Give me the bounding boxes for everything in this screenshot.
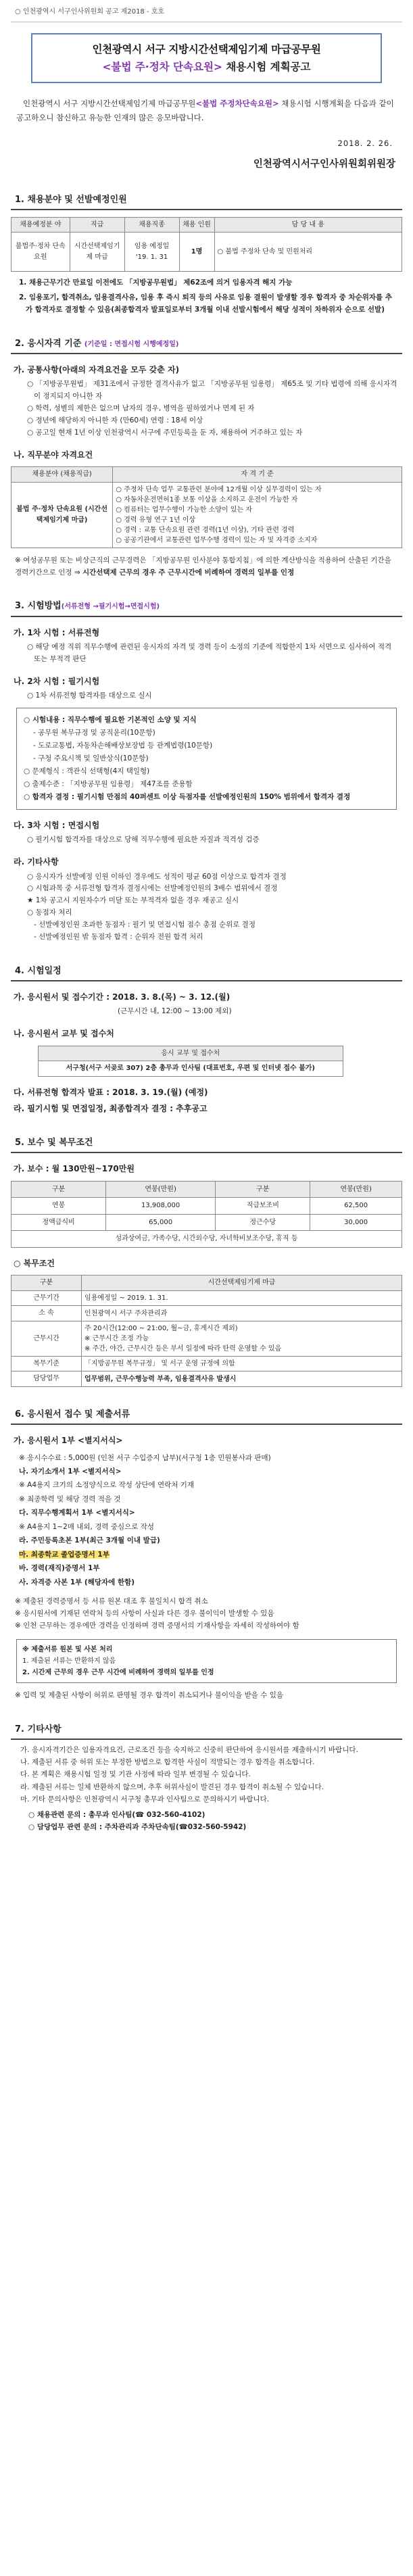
- note-bold: 시간선택제 근무의 경우 주 근무시간에 비례하여 경력의 일부를 인정: [82, 568, 295, 577]
- table-header: 연봉(만원): [310, 1181, 402, 1198]
- heading-text: 3. 시험방법: [15, 601, 62, 612]
- cell-line: '19. 1. 31: [135, 253, 168, 261]
- criteria-item: ○ 공공기관에서 교통관련 업무수행 경력이 있는 자 및 자격증 소지자: [116, 536, 318, 544]
- application-time: (근무시간 내, 12:00 ~ 13:00 제외): [118, 1007, 232, 1016]
- other-notes: [18, 1744, 398, 1834]
- table-cell: [124, 233, 179, 272]
- note-item: ※ 응시원서에 기재된 연락처 등의 사항이 사실과 다른 경우 불이익이 발생할 수 있음: [15, 1609, 274, 1618]
- label: 가. 보수 :: [14, 1164, 52, 1174]
- table-cell: 임용예정일 ~ 2019. 1. 31.: [82, 1290, 402, 1306]
- falsification-note: ※ 입력 및 제출된 사항이 허위로 판명될 경우 합격이 취소되거나 불이익을 받을 수 있음: [15, 1691, 284, 1699]
- table-header-row: [11, 217, 402, 233]
- doc-item: 라. 주민등록초본 1부(최근 3개월 이내 발급): [19, 1536, 160, 1545]
- doc-item: ※ 최종학력 및 해당 경력 적을 것: [19, 1494, 121, 1503]
- table-cell: 복무기준: [11, 1356, 82, 1371]
- table-header: 직급: [70, 217, 124, 233]
- subheading: 다. 3차 시험 : 면접시험: [14, 820, 100, 830]
- note-item: 2. 임용포기, 합격취소, 임용결격사유, 임용 후 즉시 퇴직 등의 사유로 임용 결원이 발생할 경우 합격자 중 차순위자를 추가 합격자로 결정할 수 있음(최종합격자 발표일로부터 3개월 이내 선발시험에서 해당 성적이 차하위자 순으로 선발): [19, 293, 392, 314]
- table-cell: 불법주·정차 단속요원: [11, 233, 70, 272]
- list-item: ○ 시험과목 중 서류전형 합격자 결정시에는 선발예정인원의 3배수 범위에서 결정: [27, 884, 278, 893]
- box-line: ○ 출제수준 : 「지방공무원 임용령」 제47조를 준용함: [24, 779, 193, 788]
- table-cell: 인천광역시 서구 주차관리과: [82, 1306, 402, 1321]
- table-cell: 담당업무: [11, 1371, 82, 1387]
- table-row: [11, 233, 402, 272]
- stage-1-desc: [16, 641, 398, 666]
- table-cell: ○ 불법 주정차 단속 및 민원처리: [214, 233, 402, 272]
- table-cell: 13,908,000: [106, 1198, 216, 1215]
- box-line: ○ 합격자 결정 : 필기시험 만점의 40퍼센트 이상 득점자를 선발예정인원의 150% 범위에서 합격자 결정: [24, 792, 351, 801]
- title-rest: 채용시험 계획공고: [222, 60, 311, 73]
- written-exam-box: [16, 708, 397, 809]
- doc-item: ※ 응시수수료 : 5,000원 (인천 서구 수입증지 납부)(서구청 1층 민원봉사과 판매): [19, 1453, 271, 1462]
- table-header: 담 당 내 용: [214, 217, 402, 233]
- document-result-date: [11, 1086, 402, 1099]
- table-header-row: [11, 467, 402, 483]
- table-header: 연봉(만원): [106, 1181, 216, 1198]
- table-header: 채용직종: [124, 217, 179, 233]
- table-header-row: [39, 1046, 343, 1061]
- title-line-1: 인천광역시 서구 지방시간선택제임기제 마급공무원: [92, 43, 321, 55]
- table-row: [11, 482, 402, 548]
- criteria-item: ○ 컴퓨터는 업무수행이 가능한 소양이 있는 자: [116, 506, 252, 514]
- table-header: 구분: [11, 1181, 106, 1198]
- announcement-number: ○ 인천광역시 서구인사위원회 공고 제2018 - 호호: [11, 4, 402, 22]
- intro-highlight: <불법 주정차단속요원>: [195, 98, 279, 108]
- table-header: 시간선택제임기제 마급: [82, 1275, 402, 1291]
- doc-item: 사. 자격증 사본 1부 (해당자에 한함): [19, 1578, 135, 1586]
- table-header: 구분: [216, 1181, 310, 1198]
- qualification-table: [11, 466, 402, 548]
- value: 월 130만원~170만원: [51, 1164, 135, 1174]
- box-line: - 구청 주요시책 및 일반상식(10문항): [33, 754, 149, 762]
- doc-item: 바. 경력(재직)증명서 1부: [19, 1564, 100, 1573]
- table-cell: 주 20시간(12:00 ~ 21:00, 월~금, 휴게시간 제외) ※ 근무시간 조정 가능 ※ 주간, 야간, 근무시간 등은 부서 일정에 따라 탄력 운영할 수 있음: [82, 1321, 402, 1356]
- table-cell: 1명: [179, 233, 214, 272]
- title-box: [31, 33, 382, 83]
- box-line: 2. 시간제 근무의 경우 근무 시간에 비례하여 경력의 일부를 인정: [22, 1668, 214, 1676]
- criteria-item: ○ 자동차운전면허1종 보통 이상을 소지하고 운전이 가능한 자: [116, 495, 298, 504]
- table-cell: 시간선택제임기제 마급: [70, 233, 124, 272]
- list-item: ○ 학력, 성별의 제한은 없으며 남자의 경우, 병역을 필하였거나 면제 된 자: [27, 404, 255, 413]
- subheading: 가. 응시원서 1부 <별지서식>: [14, 1435, 123, 1445]
- doc-item: ※ A4용지 크기의 소정양식으로 작성 상단에 연락처 기재: [19, 1481, 195, 1490]
- list-item: - 선발예정인원 밖 동점자 합격 : 순위자 전원 합격 처리: [34, 932, 203, 941]
- subheading: ○ 복무조건: [14, 1258, 55, 1268]
- contact-line: ○ 담당업무 관련 문의 : 주차관리과 주차단속팀(☎032-560-5942): [28, 1822, 247, 1831]
- announcement-date: 2018. 2. 26.: [337, 139, 393, 149]
- table-row: [11, 1214, 402, 1231]
- table-cell: 정근수당: [216, 1214, 310, 1231]
- list-item: ○ 해당 예정 직위 직무수행에 관련된 응시자의 자격 및 경력 등이 소정의 기준에 적합한지 1차 서면으로 심사하여 적격 또는 부적격 판단: [27, 643, 392, 663]
- work-conditions-table: [11, 1275, 402, 1387]
- pay-table: [11, 1181, 402, 1248]
- table-row: [11, 1321, 402, 1356]
- list-item: 마. 기타 문의사항은 인천광역시 서구청 총무과 인사팀으로 문의하시기 바랍니다.: [20, 1795, 270, 1804]
- box-line: - 도로교통법, 자동차손해배상보장법 등 관계법령(10문항): [33, 742, 213, 750]
- required-documents: [19, 1451, 402, 1590]
- box-line: ○ 시험내용 : 직무수행에 필요한 기본적인 소양 및 지식: [24, 716, 197, 725]
- table-cell: 불법 주·정차 단속요원 (시간선택제임기제 마급): [11, 482, 113, 548]
- list-item: ○ 필기시험 합격자를 대상으로 당해 직무수행에 필요한 자질과 적격성 검증: [27, 835, 260, 844]
- section-1-heading: 1. 채용분야 및 선발예정인원: [11, 191, 402, 210]
- table-cell: 직급보조비: [216, 1198, 310, 1215]
- table-cell: 성과상여금, 가족수당, 시간외수당, 자녀학비보조수당, 휴직 등: [11, 1231, 402, 1248]
- table-header: 채용예정분 야: [11, 217, 70, 233]
- section-6-heading: 6. 응시원서 접수 및 제출서류: [11, 1406, 402, 1425]
- table-cell: 소 속: [11, 1306, 82, 1321]
- subheading: 라. 기타사항: [14, 856, 59, 867]
- subheading: 가. 1차 시험 : 서류전형: [14, 627, 100, 637]
- box-title: ※ 제출서류 원본 및 사본 처리: [22, 1645, 113, 1653]
- table-header: 구분: [11, 1275, 82, 1291]
- section-1-notes: [16, 277, 398, 316]
- criteria-item: ○ 경력 유형 연구 1년 이상: [116, 516, 196, 524]
- list-item: 다. 본 계획은 채용시험 일정 및 기관 사정에 따라 일부 변경될 수 있습니다.: [20, 1770, 251, 1779]
- list-item: ○ 정년에 해당하지 아니한 자 (만60세) 연령 : 18세 이상: [27, 416, 203, 424]
- subheading: 나. 직무분야 자격요건: [14, 449, 93, 460]
- table-header: 자 격 기 준: [113, 467, 402, 483]
- doc-item: 나. 자기소개서 1부 <별지서식>: [19, 1467, 122, 1476]
- label: 가. 응시원서 및 접수기간 :: [14, 992, 113, 1002]
- label: 라. 필기시험 및 면접일정, 최종합격자 결정 :: [14, 1104, 176, 1114]
- doc-item-highlight: [19, 1548, 402, 1561]
- intro-text-2: 채용시험 시행계획을 다음과 같이 공고하오니 참신하고 유능한 인재의 많은 응모바랍니다.: [16, 98, 394, 123]
- document-handling-box: [16, 1639, 397, 1683]
- subheading: 나. 응시원서 교부 및 접수처: [14, 1029, 114, 1039]
- table-row: [11, 1198, 402, 1215]
- table-row: [11, 1371, 402, 1387]
- doc-item: 다. 직무수행계획서 1부 <별지서식>: [19, 1509, 135, 1517]
- highlight-text: 마. 최종학교 졸업증명서 1부: [19, 1550, 110, 1559]
- list-item: 나. 제출된 서류 중 허위 또는 부정한 방법으로 합격한 사실이 적발되는 경우 합격을 취소합니다.: [20, 1758, 315, 1767]
- criteria-item: ○ 주정차 단속 업무 교통관련 분야에 12개월 이상 실무경력이 있는 자: [116, 485, 322, 493]
- value: 2018. 3. 19.(월) (예정): [112, 1087, 208, 1097]
- table-row: [39, 1061, 343, 1077]
- contact-line: ○ 채용관련 문의 : 총무과 인사팀(☎ 032-560-4102): [28, 1810, 205, 1819]
- note-item: 1. 채용근무기간 만료일 이전에도 「지방공무원법」 제62조에 의거 임용자격 해지 가능: [19, 278, 293, 287]
- table-header-row: [11, 1181, 402, 1198]
- organization-name: 인천광역시서구인사위원회위원장: [253, 159, 395, 170]
- list-item: ★ 1차 공고시 지원자수가 미달 또는 부적격자 없을 경우 재공고 실시: [27, 896, 239, 905]
- subheading: 가. 공통사항(아래의 자격요건을 모두 갖춘 자): [14, 364, 180, 374]
- note-text: ※ 여성공무원 또는 비상근직의 근무경력은 「지방공무원 인사분야 통합지침」에 의한 계산방식을 적용하여 산출된 기간을 경력기간으로 인정 ⇒: [15, 556, 391, 577]
- doc-item: ※ A4용지 1~2매 내외, 경력 중심으로 작성: [19, 1522, 155, 1531]
- table-row: [11, 1306, 402, 1321]
- note-item: ※ 제출된 경력증명서 등 서류 원본 대조 후 불일치시 합격 취소: [15, 1597, 208, 1606]
- section-7-heading: 7. 기타사항: [11, 1721, 402, 1740]
- table-cell: 30,000: [310, 1214, 402, 1231]
- box-line: ○ 문제형식 : 객관식 선택형(4지 택일형): [24, 767, 150, 775]
- note-item: ※ 인천 근무하는 경우에만 경력을 인정하며 경력 증명서의 기재사항을 자세히 작성하여야 함: [15, 1621, 299, 1630]
- location-table: [38, 1046, 343, 1077]
- exam-schedule: [11, 1102, 402, 1115]
- list-item: 가. 응시자격기간은 임용자격요건, 근로조건 등을 숙지하고 신중히 판단하여 응시원서를 제출하시기 바랍니다.: [20, 1745, 358, 1754]
- table-cell: [113, 482, 402, 548]
- table-header: 채용 인원: [179, 217, 214, 233]
- table-cell: 근무기간: [11, 1290, 82, 1306]
- list-item: ○ 응시자가 선발예정 인원 이하인 경우에도 성적이 평균 60점 이상으로 합격자 결정: [27, 872, 287, 881]
- table-header: 채용분야 (채용직급): [11, 467, 113, 483]
- title-highlight: <불법 주·정차 단속요원>: [102, 60, 222, 73]
- section-3-heading: [11, 598, 402, 616]
- stage-3-desc: [16, 834, 398, 846]
- list-item: ○ 1차 서류전형 합격자를 대상으로 실시: [27, 691, 152, 700]
- stage-2-desc: [16, 690, 398, 702]
- table-cell: 62,500: [310, 1198, 402, 1215]
- list-item: ○ 「지방공무원법」 제31조에서 규정한 결격사유가 없고 「지방공무원 임용령」 제65조 및 기타 법령에 의해 응시자격이 정지되지 아니한 자: [27, 380, 397, 401]
- table-cell: 근무시간: [11, 1321, 82, 1356]
- box-line: - 공무원 복무규정 및 공직윤리(10문항): [33, 729, 155, 737]
- table-cell: 연봉: [11, 1198, 106, 1215]
- career-note: [15, 555, 398, 579]
- common-requirements: [16, 379, 398, 439]
- section-4-heading: 4. 시험일정: [11, 963, 402, 981]
- table-cell: 업무범위, 근무수행능력 부족, 임용결격사유 발생시: [82, 1371, 402, 1387]
- table-row: [11, 1356, 402, 1371]
- intro-paragraph: [16, 97, 397, 126]
- value: 추후공고: [176, 1104, 208, 1114]
- list-item: - 선발예정인원 초과한 동점자 : 필기 및 면접시험 점수 총점 순위로 결정: [34, 920, 256, 929]
- subheading: 나. 2차 시험 : 필기시험: [14, 676, 100, 686]
- criteria-item: ○ 경력 : 교통 단속요원 관련 경력(1년 이상), 기타 관련 경력: [116, 526, 295, 534]
- table-cell: 「지방공무원 복무규정」 및 서구 운영 규정에 의함: [82, 1356, 402, 1371]
- heading-note: (서류전형 →필기시험→면접시험): [61, 603, 160, 611]
- table-cell: 정액급식비: [11, 1214, 106, 1231]
- table-cell: 65,000: [106, 1214, 216, 1231]
- other-items: [16, 871, 398, 944]
- label: 다. 서류전형 합격자 발표 :: [14, 1087, 113, 1097]
- salary-range: [11, 1163, 402, 1175]
- document-notes: [15, 1596, 398, 1632]
- list-item: ○ 공고일 현재 1년 이상 인천광역시 서구에 주민등록을 둔 자, 채용하여 거주하고 있는 자: [27, 428, 303, 437]
- title-line-2: [38, 59, 375, 75]
- heading-text: 2. 응시자격 기준: [15, 338, 82, 349]
- table-cell: 서구청(서구 서곶로 307) 2층 총무과 인사팀 (대표번호, 우편 및 인터넷 접수 불가): [39, 1061, 343, 1077]
- intro-text-1: 인천광역시 서구 지방시간선택제임기제 마급공무원: [23, 98, 196, 108]
- table-header-row: [11, 1275, 402, 1291]
- table-row: [11, 1231, 402, 1248]
- section-2-heading: [11, 335, 402, 354]
- list-item: 라. 제출된 서류는 일체 반환하지 않으며, 추후 허위사실이 발견된 경우 합격이 취소될 수 있습니다.: [20, 1782, 324, 1791]
- table-row: [11, 1290, 402, 1306]
- table-header: 응시 교부 및 접수처: [39, 1046, 343, 1061]
- application-period: [11, 991, 402, 1004]
- heading-note: (기준일 : 면접시험 시행예정일): [84, 340, 179, 348]
- list-item: ○ 동점자 처리: [27, 908, 72, 917]
- recruitment-table: [11, 217, 402, 272]
- cell-line: 임용 예정일: [134, 243, 170, 251]
- section-5-heading: 5. 보수 및 복무조건: [11, 1134, 402, 1153]
- box-line: 1. 제출된 서류는 반환하지 않음: [22, 1657, 116, 1665]
- value: 2018. 3. 8.(목) ~ 3. 12.(월): [112, 992, 230, 1002]
